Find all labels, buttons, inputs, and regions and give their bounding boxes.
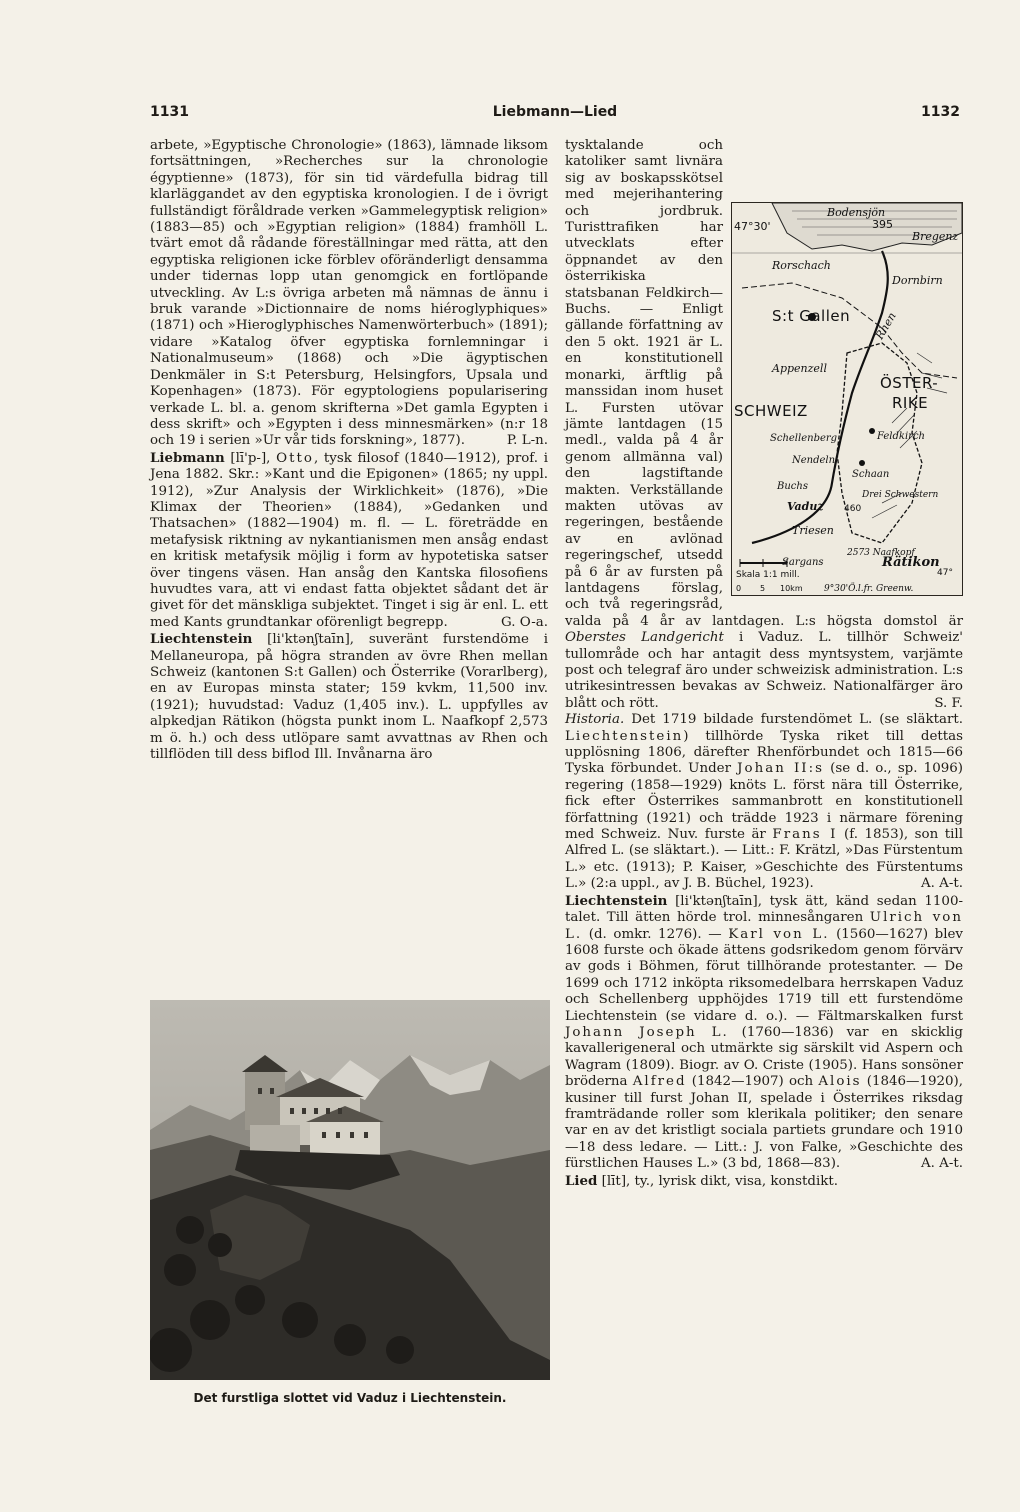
- entry-headword: Liechtenstein: [565, 892, 668, 909]
- city-marker: [859, 460, 865, 466]
- map-label-sargans: Sargans: [782, 557, 824, 568]
- photo-caption: Det furstliga slottet vid Vaduz i Liechtenstein.: [193, 1391, 507, 1405]
- signature: G. O-a.: [501, 614, 548, 630]
- map-label-schweiz: SCHWEIZ: [734, 402, 808, 420]
- map-label-lat-top: 47°30': [734, 220, 771, 233]
- lepsius-continuation: arbete, »Egyptische Chronologie» (1863), lämnade liksom fortsättningen, »Recherches sur la chronologie égyptienne» (1873), för sin tid värdefulla bidrag till klarläggandet av den egyptiska kronologien. I de i övrigt fullständigt föråldrade verken »Gammelegyptisk religion» (1883—85) och »Egyptian religion» (1884) framhöll L. tvärt emot då rådande föreställningar med rätta, att den egyptiska religionen icke förblev oföränderligt densamma under tidernas lopp utan genomgick en fortlöpande utveckling. Av L:s övriga arbeten må nämnas de ännu i bruk varande »Dictionnaire de noms hiéroglyphiques» (1871) och »Hieroglyphisches Namenwörterbuch» (1891); vidare »Katalog öfver egyptiska fornlemningar i Nationalmuseum» (1868) och »Die ägyptischen Denkmäler in S:t Petersburg, Helsingfors, Upsala und Kopenhagen» (1873). För egyptologiens popularisering verkade L. bl. a. genom skrifterna »Det gamla Egypten i dess skrift» och »Egypten i dess minnesmärken» (n:r 18 och 19 i serien »Ur vår tids forskning», 1877). P. L-n.: [150, 138, 548, 449]
- map-label-osterrike-1: ÖSTER-: [880, 374, 939, 392]
- signature: S. F.: [934, 695, 963, 711]
- map-label-naafkopf: 2573 Naafkopf: [847, 548, 915, 558]
- map-label-rhen: Rhen: [873, 310, 899, 342]
- entry-liebmann: Liebmann [lī'p-], Otto, tysk filosof (1840—1912), prof. i Jena 1882. Skr.: »Kant und die Epigonen» (1865; ny uppl. 1912), »Zur Analysis der Wirklichkeit» (1876), »Die Klimax der Theorien» (1884), »Gedanken und Thatsachen» (1882—1904) m. fl. — L. företrädde en metafysisk riktning av nykantianismen men ansåg endast en kritisk metafysik möjlig i form av hypotetiska satser över tingens väsen. Han ansåg den Kantska filosofiens huvudtes vara, att vi endast fatta objektet sådant det är givet för det mänskliga subjektet. Tinget i sig är enl. L. ett med Kants grundtankar oförenligt begrepp. G. O-a.: [150, 449, 548, 630]
- left-column: [150, 138, 548, 763]
- map-label-greenwich: 9°30'Ö.l.fr. Greenw.: [824, 584, 914, 594]
- page-header: [150, 104, 960, 124]
- map-label-st-gallen: S:t Gallen: [772, 307, 851, 325]
- map-label-feldkirch: Feldkirch: [877, 431, 925, 442]
- running-title: Liebmann—Lied: [492, 104, 618, 120]
- map-label-elevation-460: 460: [844, 504, 862, 514]
- map-label-bodensee: Bodensjön: [827, 206, 886, 219]
- vaduz-castle-image: [150, 1000, 550, 1380]
- map-label-osterrike-2: RIKE: [892, 394, 929, 412]
- signature: A. A-t.: [920, 1156, 963, 1172]
- entry-liechtenstein-country: Liechtenstein [li'ktənʃtaīn], suveränt furstendöme i Mellaneuropa, på högra stranden av övre Rhen mellan Schweiz (kantonen S:t Gallen) och Österrike (Vorarlberg), en av Europas minsta stater; 159 kvkm, 11,500 inv. (1921); huvudstad: Vaduz (1,405 inv.). L. uppfylles av alpkedjan Rätikon (högsta punkt inom L. Naafkopf 2,573 m ö. h.) och dess utlöpare samt avvattnas av Rhen och tillflöden till dess biflod Ill. Invånarna äro: [150, 631, 548, 763]
- city-marker: [869, 428, 875, 434]
- map-label-lat-bottom: 47°: [937, 568, 953, 578]
- map-label-buchs: Buchs: [777, 481, 808, 492]
- map-label-appenzell: Appenzell: [772, 362, 827, 375]
- map-label-rorschach: Rorschach: [772, 259, 831, 272]
- map-label-scale-10: 10km: [780, 584, 803, 593]
- map-label-bregenz: Bregenz: [912, 230, 959, 243]
- map-label-drei-schwestern: Drei Schwestern: [862, 490, 939, 500]
- entry-lied: Lied [līt], ty., lyrisk dikt, visa, konstdikt.: [565, 1172, 839, 1189]
- map-label-ratikon: Rätikon: [882, 555, 940, 570]
- liechtenstein-map: [731, 202, 963, 596]
- entry-headword: Lied: [565, 1172, 598, 1189]
- castle-photo: [150, 1000, 550, 1380]
- page-number-left: 1131: [150, 104, 189, 120]
- map-label-dornbirn: Dornbirn: [892, 274, 943, 287]
- entry-headword: Liebmann: [150, 449, 225, 466]
- map-label-triesen: Triesen: [792, 524, 834, 537]
- map-label-scale: Skala 1:1 mill.: [736, 570, 800, 580]
- map-label-schaan: Schaan: [852, 469, 890, 480]
- section-heading: Historia.: [565, 712, 625, 728]
- entry-headword: Liechtenstein: [150, 631, 253, 648]
- entry-liechtenstein-family: Liechtenstein [li'ktənʃtaīn], tysk ätt, känd sedan 1100-talet. Till ätten hörde trol. minnesångaren Ulrich von L. (d. omkr. 1276). — Karl von L. (1560—1627) blev 1608 furste och ökade ättens godsrikedom genom förvärv av gods i Böhmen, förut tillhörande protestanter. — De 1699 och 1712 inköpta riksomedelbara herrskapen Vaduz och Schellenberg upphöjdes 1719 till ett furstendöme Liechtenstein (se vidare d. o.). — Fältmarskalken furst Johann Joseph L. (1760—1836) var en skicklig kavallerigeneral och utmärkte sig särskilt vid Aspern och Wagram (1809). Biogr. av O. Criste (1905). Hans sonsöner bröderna Alfred (1842—1907) och Alois (1846—1920), kusiner till furst Johan II, spelade i Österrikes riksdag framträdande roller som klerikala politiker; den senare var en av det kristligt sociala partiets grundare och 1910—18 dess ledare. — Litt.: J. von Falke, »Geschichte des fürstlichen Hauses L.» (3 bd, 1868—83). A. A-t.: [565, 892, 964, 1172]
- map-label-scale-0: 0: [736, 584, 742, 593]
- map-label-395: 395: [872, 218, 893, 231]
- map-label-nendeln: Nendeln: [792, 455, 836, 466]
- page-number-right: 1132: [921, 104, 960, 120]
- liechtenstein-history: Historia. Det 1719 bildade furstendömet L. (se släktart. Liechtenstein) tillhörde Tyska riket till dettas upplösning 1806, därefter Rhenförbundet och 1815—66 Tyska förbundet. Under Johan II:s (se d. o., sp. 1096) regering (1858—1929) knöts L. först nära till Österrike, fick efter Österrikes sammanbrott en konstitutionell författning (1921) och trädde 1923 i närmare förening med Schweiz. Nuv. furste är Frans I (f. 1853), son till Alfred L. (se släktart.). — Litt.: F. Krätzl, »Das Fürstentum L.» etc. (1913); P. Kaiser, »Geschichte des Fürstentums L.» (2:a uppl., av J. B. Büchel, 1923). A. A-t.: [565, 712, 963, 892]
- signature: P. L-n.: [506, 433, 548, 449]
- map-label-schellenberg: Schellenberg: [770, 433, 838, 444]
- map-label-vaduz: Vaduz: [787, 500, 824, 513]
- liechtenstein-country-continuation: tysktalande och katoliker samt livnära sig av boskapsskötsel med mejerihantering och jordbruk. Turisttrafiken har utvecklats efter öppnandet av den österrikiska statsbanan Feldkirch—Buchs. — Enligt gällande författning av den 5 okt. 1921 är L. en konstitutionell monarki, ärftlig på manssidan inom huset L. Fursten utövar jämte lantdagen (15 medl., valda på 4 år genom allmänna val) den lagstiftande makten. Verkställande makten utövas av regeringen, bestående av en avlönad regeringschef, utsedd på 6 år av fursten på lantdagens förslag, och två regeringsråd, valda på 4 år av lantdagen. L:s högsta domstol är Oberstes Landgericht i Vaduz. L. tillhör Schweiz' tullområde och har antagit dess myntsystem, varjämte post och telegraf äro under schweizisk administration. L:s utrikesintressen bevakas av Schweiz. Nationalfärger äro blått och rött. S. F.: [565, 138, 963, 711]
- signature: A. A-t.: [920, 876, 963, 892]
- map-label-scale-5: 5: [760, 584, 766, 593]
- right-column: [565, 138, 963, 1190]
